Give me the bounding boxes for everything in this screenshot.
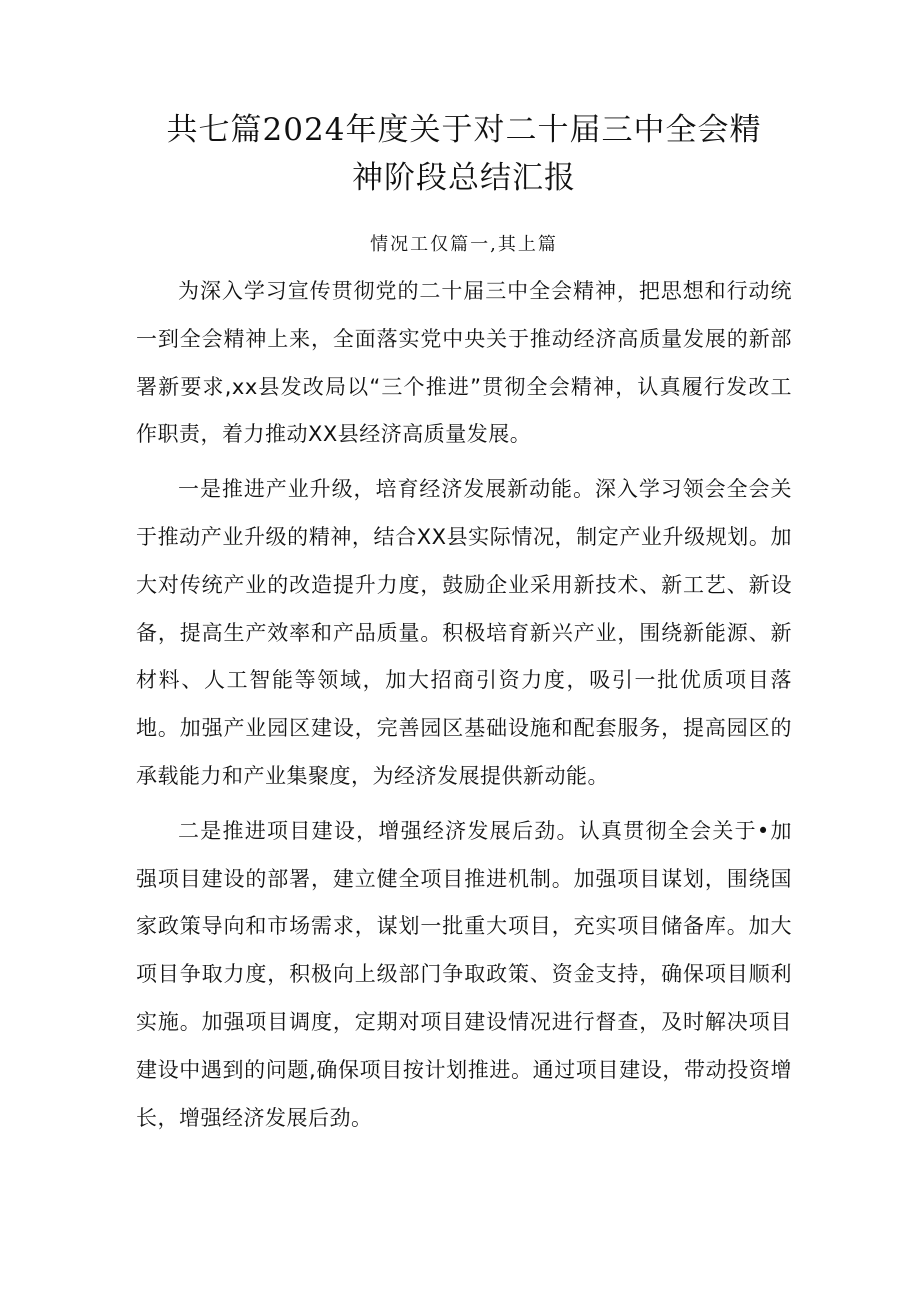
paragraph-industry-upgrade: 一是推进产业升级，培育经济发展新动能。深入学习领会全会关于推动产业升级的精神，结合XX县实际情况，制定产业升级规划。加大对传统产业的改造提升力度，鼓励企业采用新技术、新工艺、新设备，提高生产效率和产品质量。积极培育新兴产业，围绕新能源、新材料、人工智能等领域，加大招商引资力度，吸引一批优质项目落地。加强产业园区建设，完善园区基础设施和配套服务，提高园区的承载能力和产业集聚度，为经济发展提供新动能。 xyxy=(136,477,792,788)
document-title xyxy=(136,106,792,202)
paragraph-project-construction: 二是推进项目建设，增强经济发展后劲。认真贯彻全会关于•加强项目建设的部署，建立健全项目推进机制。加强项目谋划，围绕国家政策导向和市场需求，谋划一批重大项目，充实项目储备库。加大项目争取力度，积极向上级部门争取政策、资金支持，确保项目顺利实施。加强项目调度，定期对项目建设情况进行督查，及时解决项目建设中遇到的问题,确保项目按计划推进。通过项目建设，带动投资增长，增强经济发展后劲。 xyxy=(136,818,792,1130)
document-subtitle: 情况工仅篇一,其上篇 xyxy=(370,234,558,255)
title-line-1: 共七篇2024年度关于对二十届三中全会精 xyxy=(166,112,762,148)
paragraph-intro: 为深入学习宣传贯彻党的二十届三中全会精神，把思想和行动统一到全会精神上来，全面落实党中央关于推动经济高质量发展的新部署新要求,xx县发改局以“三个推进”贯彻全会精神，认真履行发改工作职责，着力推动XX县经济高质量发展。 xyxy=(136,279,792,447)
title-line-2: 神阶段总结汇报 xyxy=(352,160,576,196)
